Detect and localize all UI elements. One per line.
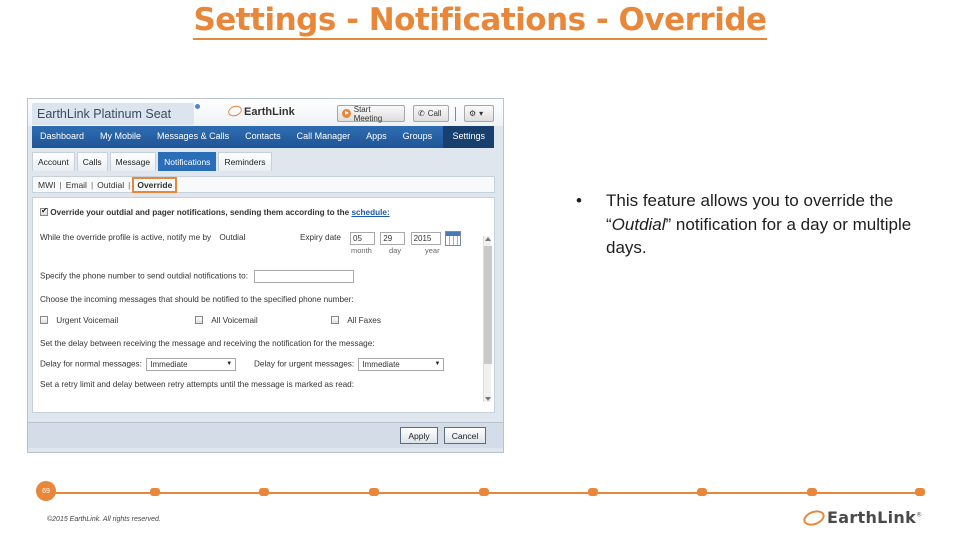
all-voicemail-label: All Voicemail: [211, 316, 258, 325]
subtab-outdial[interactable]: Outdial: [97, 179, 125, 190]
tab-message[interactable]: Message: [110, 152, 157, 171]
nav-messages-calls[interactable]: Messages & Calls: [157, 131, 230, 141]
schedule-link[interactable]: schedule:: [351, 208, 390, 217]
nav-apps[interactable]: Apps: [366, 131, 387, 141]
subtab-override[interactable]: Override: [132, 177, 177, 193]
all-faxes-label: All Faxes: [347, 316, 381, 325]
timeline-dot: [588, 488, 598, 496]
incoming-label: Choose the incoming messages that should be notified to the specified phone number:: [40, 295, 354, 304]
tab-notifications[interactable]: Notifications: [158, 152, 216, 171]
timeline-dot: [697, 488, 707, 496]
nav-my-mobile[interactable]: My Mobile: [100, 131, 142, 141]
earthlink-swoosh-icon: [801, 508, 826, 529]
urgent-delay-label: Delay for urgent messages:: [254, 359, 355, 369]
slide-title: Settings - Notifications - Override: [193, 2, 767, 38]
start-meeting-button[interactable]: Start Meeting: [337, 105, 405, 122]
subtab-separator: |: [90, 179, 94, 190]
copyright-text: ©2015 EarthLink. All rights reserved.: [47, 516, 161, 523]
urgent-voicemail-label: Urgent Voicemail: [56, 316, 119, 325]
expiry-year-field[interactable]: 2015: [411, 232, 441, 245]
phone-icon: ✆: [418, 109, 425, 118]
page-number: 69: [36, 481, 56, 501]
app-logo: EarthLink: [228, 106, 295, 118]
earthlink-logo-icon: [227, 104, 244, 118]
feature-bullet: [576, 189, 936, 260]
tab-reminders[interactable]: Reminders: [218, 152, 271, 171]
play-icon: [342, 109, 351, 118]
expiry-month-field[interactable]: 05: [350, 232, 375, 245]
calendar-icon[interactable]: [445, 231, 461, 246]
delay-label: Set the delay between receiving the message and receiving the notification for the message:: [40, 339, 375, 348]
normal-delay-label: Delay for normal messages:: [40, 359, 142, 369]
notification-subtabs: [32, 176, 495, 193]
scroll-down-icon[interactable]: [485, 397, 491, 401]
tab-account[interactable]: Account: [32, 152, 75, 171]
all-faxes-checkbox[interactable]: [331, 316, 339, 324]
subtab-separator: |: [128, 179, 131, 190]
notify-by-label: While the override profile is active, notify me by: [40, 233, 212, 242]
bullet-text: This feature allows you to override the “Outdial” notification for a day or multiple days.: [606, 191, 912, 257]
gear-icon: ⚙: [469, 109, 477, 118]
month-caption: month: [351, 246, 372, 255]
status-dot: [195, 104, 200, 109]
override-label: Override your outdial and pager notifications, sending them according to the: [50, 208, 350, 217]
subtab-email[interactable]: Email: [65, 179, 87, 190]
override-checkbox[interactable]: [40, 208, 48, 216]
trademark-mark: ®: [916, 511, 923, 519]
all-voicemail-checkbox[interactable]: [195, 316, 203, 324]
app-topbar: [28, 99, 503, 126]
phone-number-input[interactable]: [254, 270, 354, 283]
urgent-voicemail-checkbox[interactable]: [40, 316, 48, 324]
tab-calls[interactable]: Calls: [77, 152, 108, 171]
nav-dashboard[interactable]: Dashboard: [40, 131, 85, 141]
call-button[interactable]: ✆ Call: [413, 105, 449, 122]
scroll-thumb[interactable]: [484, 246, 492, 364]
divider: [455, 107, 456, 121]
timeline-dot: [150, 488, 160, 496]
bullet-icon: •: [576, 191, 582, 210]
notify-by-value[interactable]: Outdial: [219, 233, 246, 242]
subtab-separator: |: [59, 179, 62, 190]
urgent-delay-select[interactable]: Immediate ▼: [358, 358, 444, 371]
earthlink-logo: EarthLink®: [803, 508, 922, 527]
nav-settings[interactable]: Settings: [443, 126, 494, 148]
nav-contacts[interactable]: Contacts: [245, 131, 281, 141]
app-screenshot: [27, 98, 504, 453]
chevron-down-icon: ▾: [479, 109, 484, 118]
main-nav: [32, 126, 494, 148]
settings-tabs: [32, 152, 272, 171]
phone-label: Specify the phone number to send outdial notifications to:: [40, 271, 249, 281]
override-panel: [32, 197, 495, 413]
apply-button[interactable]: Apply: [400, 427, 438, 444]
panel-scrollbar[interactable]: [483, 236, 491, 402]
cancel-button[interactable]: Cancel: [444, 427, 486, 444]
nav-groups[interactable]: Groups: [402, 131, 433, 141]
subtab-mwi[interactable]: MWI: [38, 179, 56, 190]
timeline-dot: [807, 488, 817, 496]
year-caption: year: [425, 246, 440, 255]
day-caption: day: [389, 246, 402, 255]
scroll-up-icon[interactable]: [485, 237, 491, 241]
timeline-dot: [915, 488, 925, 496]
expiry-label: Expiry date: [300, 233, 341, 242]
seat-label: EarthLink Platinum Seat: [32, 103, 194, 125]
nav-call-manager[interactable]: Call Manager: [296, 131, 351, 141]
timeline-dot: [369, 488, 379, 496]
normal-delay-select[interactable]: Immediate ▼: [146, 358, 236, 371]
settings-menu-button[interactable]: [464, 105, 494, 122]
timeline-dot: [479, 488, 489, 496]
retry-label: Set a retry limit and delay between retry attempts until the message is marked as read:: [40, 380, 354, 389]
expiry-day-field[interactable]: 29: [380, 232, 405, 245]
action-bar: [28, 422, 503, 448]
timeline-dot: [259, 488, 269, 496]
